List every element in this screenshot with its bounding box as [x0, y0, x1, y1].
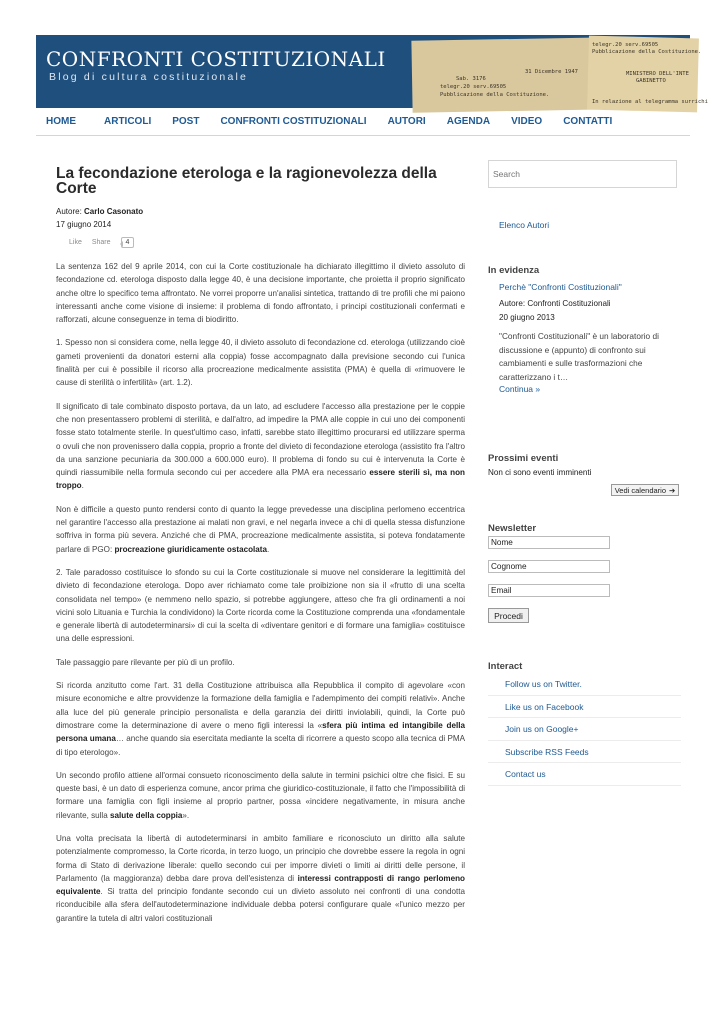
google-plus-link[interactable]: Join us on Google+	[488, 718, 681, 741]
evidence-author: Autore: Confronti Costituzionali	[499, 299, 611, 308]
authors-list-link[interactable]: Elenco Autori	[499, 220, 550, 230]
article	[56, 166, 465, 935]
nav-item-post[interactable]: POST	[172, 116, 200, 127]
site-subtitle: Blog di cultura costituzionale	[49, 71, 249, 83]
twitter-link[interactable]: Follow us on Twitter.	[488, 673, 681, 696]
events-heading: Prossimi eventi	[488, 453, 559, 464]
paragraph: Il significato di tale combinato disposto portava, da un lato, ad escludere l'accesso alla prestazione per le coppie che non presentassero problemi di sterilità, e dall'altro, ad impedire la PMA alle coppie in cui uno dei componenti fosse stato totalmente sterile. In quest'ultimo caso, infatti, sarebbe stato illegittimo procurarsi ed utilizzare sperma o ovuli che non provenissero dalla coppia, proprio a fronte del divieto di fecondazione eterologa (assistito fra l'altro da una sanzione pecuniaria da 300.000 a 600.000 euro). Il problema di fondo su cui è intervenuta la Corte è quindi riassumibile nella formula secondo cui per accedere alla PMA era necessario essere sterili sì, ma non troppo.	[56, 401, 465, 491]
paragraph: Si ricorda anzitutto come l'art. 31 della Costituzione attribuisca alla Repubblica il compito di agevolare «con misure economiche e altre provvidenze la formazione della famiglia e l'adempimento dei compiti relativi». Anche alla luce del più generale principio personalista e della garanzia dei diritti inviolabili, quindi, la Corte può dimostrare come la determinazione di avere o meno figli interessi la «sfera più intima ed intangibile della persona umana… anche quando sia esercitata mediante la scelta di ricorrere a questo scopo alla tecnica di PMA di tipo eterologo».	[56, 681, 465, 757]
author-name[interactable]: Carlo Casonato	[84, 207, 144, 216]
nav-item-autori[interactable]: AUTORI	[387, 116, 426, 127]
paragraph: 1. Spesso non si considera come, nella legge 40, il divieto assoluto di fecondazione cd. eterologa (utilizzando cioè gameti provenienti da donatori esterni alla coppia) fosse accompagnato dalla previsione secondo cui l'unica finalità per cui è possibile il ricorso alla procreazione medicalmente assistita (PMA) è quella di «rimuovere le cause di sterilità o infertilità» (art. 1.2).	[56, 338, 465, 388]
paragraph: La sentenza 162 del 9 aprile 2014, con cui la Corte costituzionale ha dichiarato illegittimo il divieto assoluto di fecondazione cd. eterologa disposto dalla legge 40, è una decisione importante, che proietta il proprio significato anche oltre lo specifico tema affrontato. Ne vorrei proporre un'analisi sintetica, trattando di tre profili che mi paiono interessanti anche come visione di insieme: il problema di fondo affrontato, i principi costituzionali confermati e rafforzati, alcune conseguenze in tema di biodiritto.	[56, 262, 465, 325]
nav-item-home[interactable]: HOME	[46, 116, 76, 127]
evidence-post-link[interactable]: Perchè "Confronti Costituzionali"	[499, 282, 622, 292]
newsletter-heading: Newsletter	[488, 523, 537, 534]
author-label: Autore:	[56, 207, 82, 216]
evidence-date: 20 giugno 2013	[499, 313, 555, 322]
share-button[interactable]: Share	[91, 239, 111, 246]
paragraph: Non è difficile a questo punto rendersi conto di quanto la legge prevedesse una disciplina perlomeno eccentrica nel garantire l'accesso alla prestazione ai malati non gravi, e nel negarla invece a chi di quella stessa disfunzione soffriva in forma più severa. Anziché che di PMA, procreazione medicalmente assistita, si poteva fondatamente parlare di PGO: procreazione giuridicamente ostacolata.	[56, 504, 465, 554]
document-text: GABINETTO	[636, 78, 666, 84]
facebook-link[interactable]: Like us on Facebook	[488, 696, 681, 719]
paragraph: Un secondo profilo attiene all'ormai consueto riconoscimento della salute in termini psichici oltre che fisici. E su queste basi, è un dato di esperienza comune, ancor prima che giuridico-costituzionale, il fatto che l'impossibilità di formare una famiglia con figli insieme al proprio partner, possa «incidere negativamente, in misura anche rilevante, sulla salute della coppia».	[56, 770, 465, 820]
document-text: MINISTERO DELL'INTE	[626, 71, 689, 77]
document-text: telegr.20 serv.69505	[592, 42, 659, 48]
article-body	[56, 260, 465, 925]
calendar-button[interactable]	[611, 484, 679, 496]
article-author	[56, 205, 465, 218]
evidence-heading: In evidenza	[488, 265, 540, 276]
newsletter-email-field[interactable]	[488, 584, 610, 597]
arrow-right-icon: ➔	[669, 485, 676, 495]
social-share-bar	[69, 237, 465, 248]
nav-item-articoli[interactable]: ARTICOLI	[104, 116, 152, 127]
nav-item-contatti[interactable]: CONTATTI	[563, 116, 613, 127]
search-input[interactable]	[488, 160, 677, 188]
article-meta	[56, 205, 465, 231]
document-text: telegr.20 serv.69505	[440, 84, 507, 90]
site-header-banner[interactable]	[36, 35, 708, 108]
document-text: 31 Dicembre 1947	[525, 69, 578, 75]
site-title[interactable]: CONFRONTI COSTITUZIONALI	[46, 47, 386, 71]
events-empty-message: Non ci sono eventi imminenti	[488, 468, 592, 477]
evidence-excerpt: "Confronti Costituzionali" è un laboratorio di discussione e (appunto) di confronto sui cambiamenti e sulle trasformazioni che caratterizzano i t…	[499, 331, 659, 382]
newsletter-submit-button[interactable]: Procedi	[488, 608, 529, 623]
interact-heading: Interact	[488, 661, 523, 672]
like-button[interactable]: Like	[69, 239, 82, 246]
main-nav	[36, 108, 690, 136]
archive-document-image	[411, 37, 612, 112]
document-text: Pubblicazione della Costituzione.	[592, 49, 702, 55]
interact-list	[488, 673, 681, 786]
article-date: 17 giugno 2014	[56, 220, 112, 229]
nav-item-agenda[interactable]: AGENDA	[446, 116, 491, 127]
newsletter-name-field[interactable]	[488, 536, 610, 549]
nav-item-video[interactable]: VIDEO	[511, 116, 543, 127]
contact-link[interactable]: Contact us	[488, 763, 681, 786]
paragraph: Tale passaggio pare rilevante per più di un profilo.	[56, 657, 235, 667]
rss-feed-link[interactable]: Subscribe RSS Feeds	[488, 741, 681, 764]
sidebar	[488, 160, 681, 779]
document-text: Pubblicazione della Costituzione.	[440, 92, 550, 98]
paragraph: 2. Tale paradosso costituisce lo sfondo su cui la Corte costituzionale si muove nel considerare la legittimità del divieto di fecondazione eterologa. Dopo aver richiamato come tale proibizione non sia il «frutto di una scelta consolidata nel tempo» (e nemmeno nello spazio, si potrebbe aggiungere, atteso che fra gli ordinamenti a noi vicini solo Lituania e Turchia la condividono) la Corte ricorda come la Costituzione comprenda una «fondamentale e generale libertà di autodeterminarsi» di cui la scelta di «diventare genitori e di formare una famiglia» costituisce una delle espressioni.	[56, 567, 465, 644]
nav-item-confronti-costituzionali[interactable]: CONFRONTI COSTITUZIONALI	[220, 116, 367, 127]
calendar-button-label: Vedi calendario	[614, 485, 666, 495]
continue-reading-link[interactable]: Continua »	[499, 384, 541, 394]
paragraph: Una volta precisata la libertà di autodeterminarsi in ambito familiare e riconosciuto un diritto alla salute potenzialmente compromesso, la Corte ricorda, in terzo luogo, un principio che dovrebbe essere la regola in ogni forma di Stato di derivazione liberale: quello secondo cui per imporre divieti o limiti ai diritti delle persone, il Parlamento (la maggioranza) debba dare prova dell'esistenza di interessi contrapposti di rango perlomeno equivalente. Si tratta del principio fondante secondo cui un divieto assoluto nei confronti di una condotta riconducibile alla sfera dell'autodeterminazione individuale debba potersi configurare quale «l'unico mezzo per garantire la tutela di altri valori costituzionali	[56, 833, 465, 923]
newsletter-surname-field[interactable]	[488, 560, 610, 573]
share-count: 4	[121, 237, 135, 248]
article-title: La fecondazione eterologa e la ragionevolezza della Corte	[56, 165, 437, 197]
document-text: In relazione al telegramma surrichi	[592, 99, 708, 105]
document-text: Sab. 3176	[456, 76, 486, 82]
